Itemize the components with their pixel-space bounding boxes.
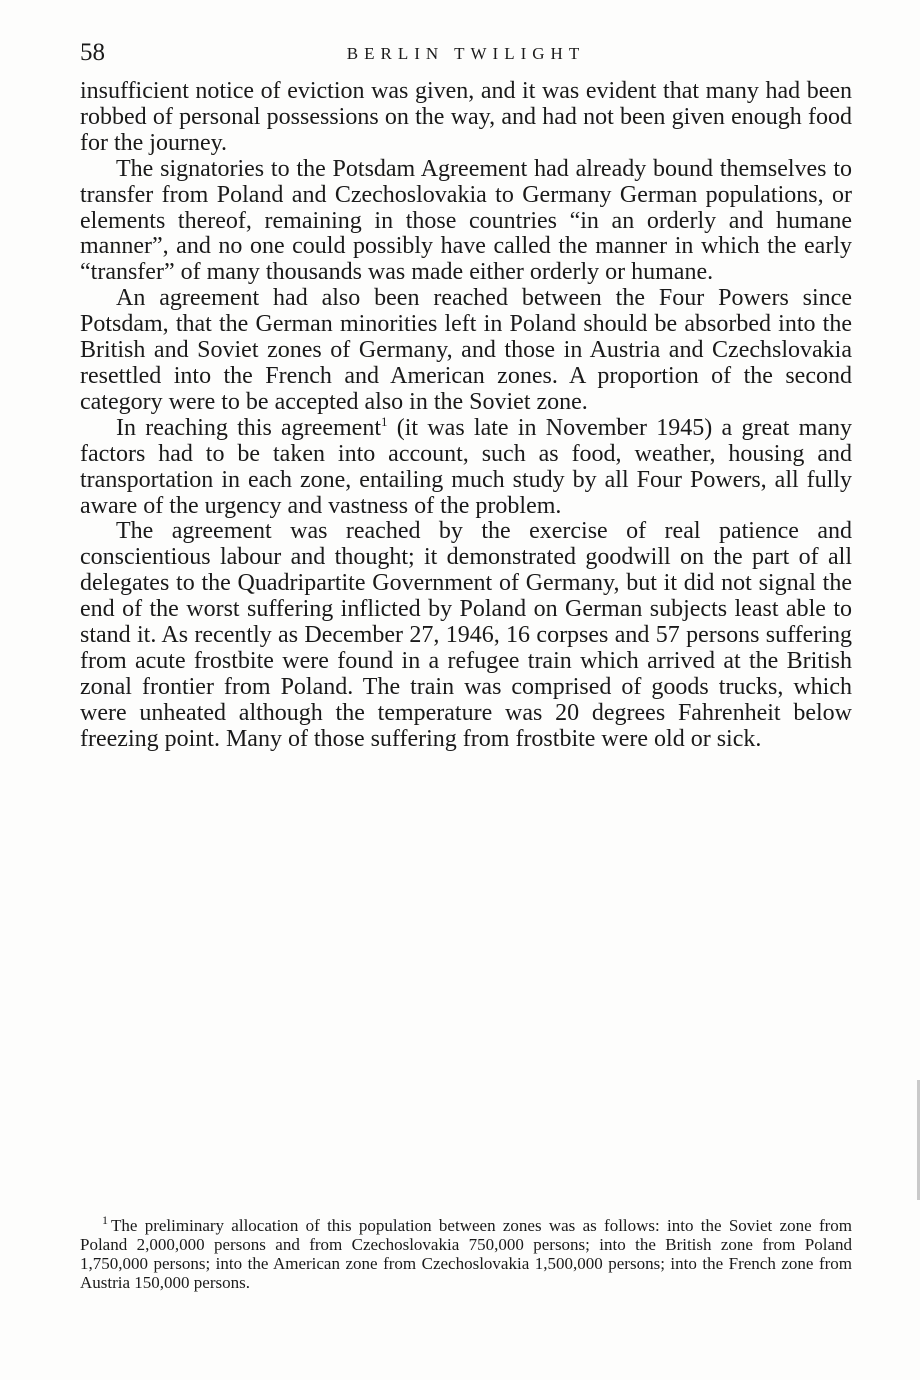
footnote-text: The preliminary allocation of this population between zones was as follows: into the Soviet zone from Poland 2,000,000 persons and from Czechoslovakia 750,000 persons; into the British zone from Poland 1,750,000 persons; into the American zone from Czechoslovakia 1,500,000 persons; into the French zone from Austria 150,000 persons. — [80, 1216, 852, 1292]
paragraph-4 — [80, 413, 852, 520]
paragraph-2: The signatories to the Potsdam Agreement had already bound themselves to transfer from Poland and Czechoslovakia to Germany German populations, or elements thereof, remaining in those countries “in an orderly and humane manner”, and no one could possibly have called the manner in which the early “transfer” of many thousands was made either orderly or humane. — [80, 155, 852, 286]
body-text — [80, 79, 852, 753]
paragraph-5: The agreement was reached by the exercise of real patience and conscientious labour and thought; it demonstrated goodwill on the part of all delegates to the Quadripartite Government of Germany, but it did not signal the end of the worst suffering inflicted by Poland on German subjects least able to stand it. As recently as December 27, 1946, 16 corpses and 57 persons suffering from acute frostbite were found in a refugee train which arrived at the British zonal frontier from Poland. The train was comprised of goods trucks, which were unheated although the temperature was 20 degrees Fahrenheit below freezing point. Many of those suffering from frostbite were old or sick. — [80, 518, 852, 752]
paragraph-1: insufficient notice of eviction was given, and it was evident that many had been robbed of personal possessions on the way, and had not been given enough food for the journey. — [80, 78, 852, 156]
page-number: 58 — [80, 39, 105, 66]
footnote-reference: 1 — [381, 413, 388, 429]
footnote — [80, 1213, 852, 1292]
page-header — [80, 38, 852, 74]
footnote-marker: 1 — [102, 1213, 108, 1228]
running-head: BERLIN TWILIGHT — [346, 44, 586, 63]
paragraph-4-rest: (it was late in November 1945) a great many factors had to be taken into account, such as food, weather, housing and transportation in each zone, entailing much study by all Four Powers, all fully aware of the urgency and vastness of the problem. — [80, 414, 852, 519]
paragraph-4-start: In reaching this agreement — [116, 414, 381, 441]
paragraph-3: An agreement had also been reached between the Four Powers since Potsdam, that the German minorities left in Poland should be absorbed into the British and Soviet zones of Germany, and those in Austria and Czechslovakia resettled into the French and American zones. A proportion of the second category were to be accepted also in the Soviet zone. — [80, 285, 852, 415]
